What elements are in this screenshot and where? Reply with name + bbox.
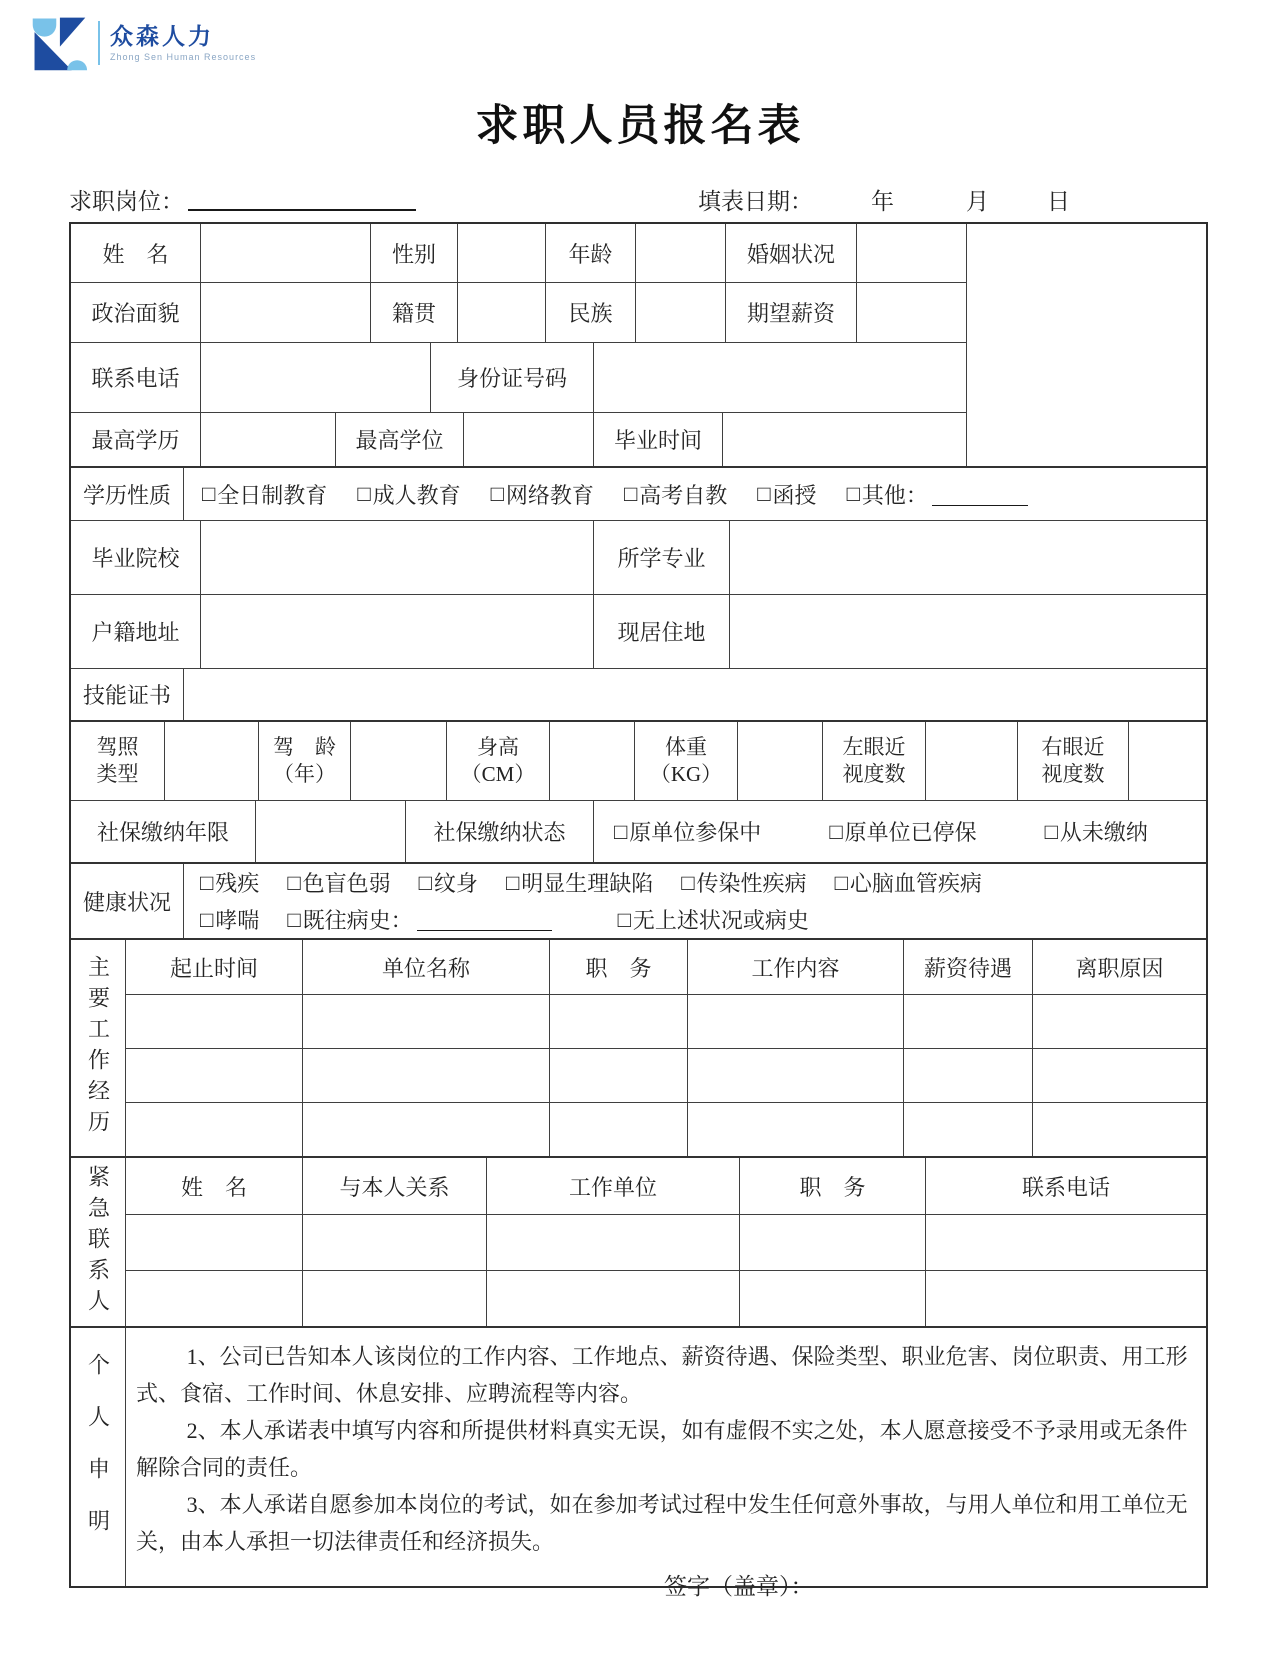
label-name: 姓 名 bbox=[102, 241, 169, 267]
declaration-side-label: 个人申明 bbox=[85, 1353, 111, 1561]
label-ethnicity: 民族 bbox=[545, 283, 635, 342]
position-fill-line[interactable] bbox=[188, 186, 416, 211]
label-right-eye-2: 视度数 bbox=[1041, 762, 1105, 786]
checkbox-icon: □ bbox=[623, 481, 638, 506]
checkbox-option-none-of-above[interactable] bbox=[618, 904, 809, 935]
input-work-position[interactable] bbox=[549, 1049, 687, 1102]
checkbox-option-asthma[interactable] bbox=[200, 904, 259, 935]
health-row bbox=[71, 862, 1206, 938]
label-driving-years: 驾 龄 bbox=[273, 734, 336, 759]
input-contact-name[interactable] bbox=[125, 1215, 302, 1270]
work-experience-header-row bbox=[125, 940, 1206, 994]
input-contact-name[interactable] bbox=[125, 1271, 302, 1326]
input-work-leave-reason[interactable] bbox=[1032, 995, 1206, 1048]
emergency-contact-side-label: 紧急联系人 bbox=[85, 1164, 111, 1320]
input-relationship[interactable] bbox=[302, 1215, 486, 1270]
col-header-leave-reason: 离职原因 bbox=[1032, 940, 1206, 994]
col-header-workplace: 工作单位 bbox=[486, 1158, 739, 1214]
label-highest-degree: 最高学位 bbox=[335, 413, 463, 466]
label-license-type-2: 类型 bbox=[96, 762, 139, 786]
checkbox-option-never[interactable] bbox=[1045, 816, 1148, 847]
checkbox-icon: □ bbox=[200, 869, 214, 895]
label-weight-2: （KG） bbox=[649, 762, 723, 786]
label-driving-years-2: （年） bbox=[273, 762, 336, 786]
label-weight: 体重 bbox=[665, 734, 707, 759]
input-work-duties[interactable] bbox=[687, 995, 903, 1048]
col-header-duties: 工作内容 bbox=[687, 940, 903, 994]
input-relationship[interactable] bbox=[302, 1271, 486, 1326]
input-height[interactable] bbox=[549, 722, 634, 800]
work-experience-side-label: 主要工作经历 bbox=[85, 955, 111, 1141]
label-social-status: 社保缴纳状态 bbox=[405, 801, 593, 862]
checkbox-option-online[interactable] bbox=[491, 479, 594, 510]
input-major[interactable] bbox=[729, 521, 1206, 594]
label-political-status: 政治面貌 bbox=[91, 301, 180, 326]
checkbox-icon: □ bbox=[834, 869, 848, 895]
option-label: 传染性疾病 bbox=[696, 871, 807, 896]
declaration-paragraph-2: 2、本人承诺表中填写内容和所提供材料真实无误，如有虚假不实之处，本人愿意接受不予录用或无条件解除合同的责任。 bbox=[136, 1418, 1188, 1480]
checkbox-icon: □ bbox=[418, 869, 432, 895]
label-license-type: 驾照 bbox=[96, 734, 139, 759]
label-skill-certificate: 技能证书 bbox=[82, 683, 171, 708]
checkbox-icon: □ bbox=[757, 481, 771, 506]
checkbox-option-correspondence[interactable] bbox=[757, 479, 816, 510]
input-highest-education[interactable] bbox=[200, 413, 335, 466]
option-label: 其他： bbox=[861, 482, 928, 508]
input-work-duties[interactable] bbox=[687, 1049, 903, 1102]
checkbox-icon: □ bbox=[1044, 818, 1058, 844]
checkbox-icon: □ bbox=[287, 869, 301, 895]
checkbox-icon: □ bbox=[829, 818, 843, 844]
input-work-leave-reason[interactable] bbox=[1032, 1049, 1206, 1102]
checkbox-option-colorblind[interactable] bbox=[287, 867, 390, 898]
input-work-period[interactable] bbox=[125, 1049, 302, 1102]
work-experience-row bbox=[125, 994, 1206, 1048]
label-height-2: （CM） bbox=[460, 762, 536, 786]
work-experience-section bbox=[71, 938, 1206, 1156]
input-contact-position[interactable] bbox=[739, 1271, 925, 1326]
checkbox-option-disability[interactable] bbox=[200, 867, 259, 898]
checkbox-option-cardio[interactable] bbox=[835, 867, 982, 898]
skill-certificate-row bbox=[71, 668, 1206, 720]
option-label: 色盲色弱 bbox=[302, 871, 391, 896]
label-major: 所学专业 bbox=[593, 521, 729, 594]
input-contact-position[interactable] bbox=[739, 1215, 925, 1270]
input-highest-degree[interactable] bbox=[463, 413, 593, 466]
input-contact-phone[interactable] bbox=[925, 1271, 1206, 1326]
label-id-number: 身份证号码 bbox=[430, 343, 593, 412]
input-social-years[interactable] bbox=[255, 801, 405, 862]
col-header-company: 单位名称 bbox=[302, 940, 549, 994]
input-gender[interactable] bbox=[457, 224, 545, 282]
input-work-leave-reason[interactable] bbox=[1032, 1103, 1206, 1156]
label-health-status: 健康状况 bbox=[82, 889, 171, 915]
logo-mark-icon bbox=[28, 14, 90, 72]
label-right-eye: 右眼近 bbox=[1041, 734, 1105, 759]
label-gender: 性别 bbox=[370, 224, 457, 282]
date-year-label: 年 bbox=[871, 189, 894, 214]
checkbox-icon: □ bbox=[614, 818, 628, 844]
other-fill-line[interactable] bbox=[932, 483, 1028, 506]
option-label: 哮喘 bbox=[215, 908, 260, 933]
input-driving-years[interactable] bbox=[350, 722, 446, 800]
checkbox-option-insured[interactable] bbox=[614, 816, 761, 847]
label-phone: 联系电话 bbox=[91, 366, 180, 391]
option-label: 从未缴纳 bbox=[1059, 820, 1148, 845]
option-label: 纹身 bbox=[433, 871, 478, 896]
input-work-duties[interactable] bbox=[687, 1103, 903, 1156]
date-month-label: 月 bbox=[966, 189, 989, 214]
checkbox-option-other[interactable] bbox=[847, 479, 1028, 510]
emergency-header-row bbox=[125, 1158, 1206, 1214]
label-native-place: 籍贯 bbox=[370, 283, 457, 342]
option-label: 网络教育 bbox=[505, 482, 594, 508]
option-label: 心脑血管疾病 bbox=[849, 871, 982, 896]
input-expected-salary[interactable] bbox=[856, 283, 966, 342]
input-work-salary[interactable] bbox=[903, 1103, 1032, 1156]
input-work-company[interactable] bbox=[302, 995, 549, 1048]
col-header-contact-phone: 联系电话 bbox=[925, 1158, 1206, 1214]
checkbox-icon: □ bbox=[287, 906, 301, 932]
checkbox-option-selfstudy[interactable] bbox=[624, 479, 727, 510]
address-row bbox=[71, 594, 1206, 668]
checkbox-option-fulltime[interactable] bbox=[202, 479, 327, 510]
col-header-position: 职 务 bbox=[549, 940, 687, 994]
label-graduate-school: 毕业院校 bbox=[91, 546, 180, 571]
label-marital-status: 婚姻状况 bbox=[725, 224, 856, 282]
option-label: 全日制教育 bbox=[217, 482, 328, 508]
col-header-salary: 薪资待遇 bbox=[903, 940, 1032, 994]
input-weight[interactable] bbox=[737, 722, 822, 800]
checkbox-option-tattoo[interactable] bbox=[419, 867, 478, 898]
company-logo bbox=[28, 12, 256, 74]
label-social-years: 社保缴纳年限 bbox=[96, 820, 229, 845]
logo-name-cn: 众森人力 bbox=[110, 22, 214, 49]
date-day-label: 日 bbox=[1047, 189, 1070, 214]
input-work-position[interactable] bbox=[549, 995, 687, 1048]
label-current-address: 现居住地 bbox=[593, 595, 729, 668]
checkbox-icon: □ bbox=[505, 869, 520, 895]
education-type-row bbox=[71, 466, 1206, 520]
label-left-eye: 左眼近 bbox=[842, 734, 906, 759]
label-education-type: 学历性质 bbox=[82, 482, 171, 508]
option-label: 高考自教 bbox=[639, 482, 728, 508]
label-expected-salary: 期望薪资 bbox=[725, 283, 856, 342]
checkbox-option-stopped[interactable] bbox=[829, 816, 976, 847]
checkbox-icon: □ bbox=[846, 481, 860, 506]
col-header-contact-name: 姓 名 bbox=[125, 1158, 302, 1214]
input-name[interactable] bbox=[200, 224, 370, 282]
declaration-paragraph-3: 3、本人承诺自愿参加本岗位的考试，如在参加考试过程中发生任何意外事故，与用人单位和用工单位无关，由本人承担一切法律责任和经济损失。 bbox=[136, 1492, 1188, 1554]
input-work-salary[interactable] bbox=[903, 1049, 1032, 1102]
input-graduation-date[interactable] bbox=[722, 413, 966, 466]
school-row bbox=[71, 520, 1206, 594]
label-left-eye-2: 视度数 bbox=[842, 762, 906, 786]
input-left-eye[interactable] bbox=[925, 722, 1017, 800]
checkbox-icon: □ bbox=[202, 481, 216, 506]
option-label: 原单位参保中 bbox=[629, 820, 762, 845]
checkbox-option-medical-history[interactable] bbox=[287, 904, 551, 935]
application-form-table bbox=[69, 222, 1208, 1599]
option-label: 原单位已停保 bbox=[844, 820, 977, 845]
input-graduate-school[interactable] bbox=[200, 521, 593, 594]
input-political-status[interactable] bbox=[200, 283, 370, 342]
input-work-salary[interactable] bbox=[903, 995, 1032, 1048]
work-experience-row bbox=[125, 1102, 1206, 1156]
signature-label: 签字（盖章）： bbox=[664, 1574, 814, 1599]
logo-name-en: Zhong Sen Human Resources bbox=[110, 52, 257, 63]
checkbox-icon: □ bbox=[357, 481, 371, 506]
position-label: 求职岗位： bbox=[69, 189, 184, 214]
social-security-row bbox=[71, 800, 1206, 862]
input-id-number[interactable] bbox=[593, 343, 966, 412]
label-highest-education: 最高学历 bbox=[91, 428, 180, 453]
emergency-contact-row bbox=[125, 1214, 1206, 1270]
emergency-contact-row bbox=[125, 1270, 1206, 1326]
input-current-address[interactable] bbox=[729, 595, 1206, 668]
option-label: 成人教育 bbox=[372, 482, 461, 508]
input-work-period[interactable] bbox=[125, 1103, 302, 1156]
input-marital-status[interactable] bbox=[856, 224, 966, 282]
option-label: 明显生理缺陷 bbox=[521, 871, 654, 896]
label-age: 年龄 bbox=[545, 224, 635, 282]
input-work-position[interactable] bbox=[549, 1103, 687, 1156]
option-label: 函授 bbox=[772, 482, 817, 508]
photo-cell bbox=[966, 224, 1206, 466]
col-header-period: 起止时间 bbox=[125, 940, 302, 994]
input-registered-address[interactable] bbox=[200, 595, 593, 668]
label-height: 身高 bbox=[477, 734, 519, 759]
col-header-relationship: 与本人关系 bbox=[302, 1158, 486, 1214]
col-header-contact-position: 职 务 bbox=[739, 1158, 925, 1214]
input-right-eye[interactable] bbox=[1128, 722, 1206, 800]
physio-row bbox=[71, 720, 1206, 800]
label-graduation-date: 毕业时间 bbox=[593, 413, 722, 466]
input-age[interactable] bbox=[635, 224, 725, 282]
checkbox-icon: □ bbox=[617, 906, 631, 932]
option-label: 既往病史： bbox=[302, 908, 413, 933]
input-native-place[interactable] bbox=[457, 283, 545, 342]
option-label: 残疾 bbox=[215, 871, 260, 896]
checkbox-icon: □ bbox=[200, 906, 214, 932]
input-work-period[interactable] bbox=[125, 995, 302, 1048]
input-work-company[interactable] bbox=[302, 1049, 549, 1102]
input-work-company[interactable] bbox=[302, 1103, 549, 1156]
checkbox-icon: □ bbox=[681, 869, 695, 895]
declaration-paragraph-1: 1、公司已告知本人该岗位的工作内容、工作地点、薪资待遇、保险类型、职业危害、岗位职责、用工形式、食宿、工作时间、休息安排、应聘流程等内容。 bbox=[136, 1344, 1188, 1406]
input-phone[interactable] bbox=[200, 343, 430, 412]
emergency-contact-section bbox=[71, 1156, 1206, 1326]
input-ethnicity[interactable] bbox=[635, 283, 725, 342]
input-workplace[interactable] bbox=[486, 1215, 739, 1270]
fill-date-label: 填表日期： bbox=[698, 189, 813, 214]
checkbox-option-physical-defect[interactable] bbox=[506, 867, 653, 898]
page-title: 求职人员报名表 bbox=[475, 102, 805, 150]
checkbox-icon: □ bbox=[490, 481, 504, 506]
medical-history-fill-line[interactable] bbox=[417, 908, 552, 931]
input-skill-certificate[interactable] bbox=[183, 669, 1206, 720]
label-registered-address: 户籍地址 bbox=[91, 620, 180, 645]
basic-info-band bbox=[71, 224, 1206, 466]
logo-divider bbox=[98, 21, 100, 65]
checkbox-option-adult[interactable] bbox=[357, 479, 460, 510]
input-contact-phone[interactable] bbox=[925, 1215, 1206, 1270]
form-header-bar bbox=[69, 183, 1208, 216]
declaration-section bbox=[71, 1326, 1206, 1599]
checkbox-option-infectious[interactable] bbox=[681, 867, 806, 898]
work-experience-row bbox=[125, 1048, 1206, 1102]
option-label: 无上述状况或病史 bbox=[632, 908, 809, 933]
input-license-type[interactable] bbox=[164, 722, 258, 800]
input-workplace[interactable] bbox=[486, 1271, 739, 1326]
